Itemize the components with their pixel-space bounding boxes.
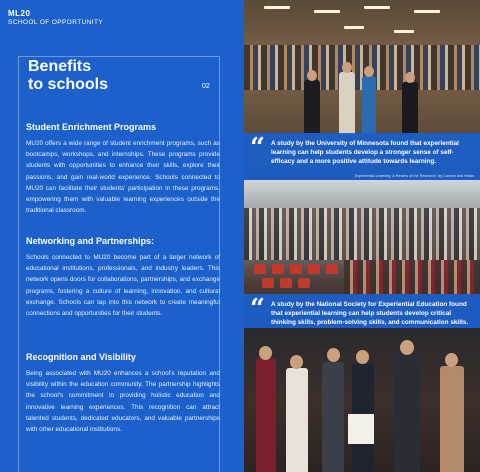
page-number: 02 (202, 83, 210, 90)
person-head (327, 348, 340, 362)
logo-subtitle: SCHOOL OF OPPORTUNITY (8, 19, 104, 26)
red-seat (290, 264, 302, 274)
section-recognition (26, 352, 220, 435)
person (402, 82, 418, 135)
person-head (290, 355, 303, 369)
mu20-logo (8, 9, 103, 26)
person (362, 76, 376, 135)
section-networking (26, 236, 220, 319)
auditorium-crowd (244, 208, 480, 260)
quote-band-1 (244, 133, 480, 181)
certificate (348, 414, 374, 444)
right-column (244, 0, 480, 472)
seated-audience (344, 260, 480, 294)
red-seat (308, 264, 320, 274)
quote-icon: “ (250, 294, 265, 324)
person-head (259, 346, 272, 360)
red-seat (262, 278, 274, 288)
red-seat (272, 264, 284, 274)
section-heading: Student Enrichment Programs (26, 122, 157, 132)
person (256, 358, 276, 472)
quote-text: A study by the University of Minnesota found that experiential learning can help students develop a stronger sense of self-efficacy and a more positive attitude towards learning. (271, 140, 459, 165)
ceiling-light (364, 6, 390, 9)
person (304, 80, 320, 135)
red-seat (254, 264, 266, 274)
quote-text: A study by the National Society for Experiential Education found that experiential learning can help students develop critical thinking skills, problem-solving skills, and communication skills. (271, 301, 469, 326)
section-body: Schools connected to MU20 become part of a larger network of educational institutions, professionals, and industry leaders. This network opens doors for collaborations, partnerships, and exchange programs, fostering a culture of learning, innovation, and cultural exchange. Schools can tap into this network to create meaningful connections and opportunities for their students. (26, 254, 220, 318)
section-body: Being associated with MU20 enhances a school's reputation and visibility within the education community. The partnership highlights the school's commitment to providing holistic education and innovative learning experiences. This recognition can attract talented students, dedicated educators, and valuable partnerships with other educational institutions. (26, 370, 220, 434)
section-body: MU20 offers a wide range of student enrichment programs, such as bootcamps, workshops, and internships. These programs provide students with opportunities to enhance their skills, explore their passions, and gain real-world experience. Schools connected to MU20 can facilitate their students' participation in these programs, empowering them with valuable learning experiences outside the traditional classroom. (26, 140, 220, 215)
title-line-1: Benefits (28, 58, 92, 75)
ceiling-light (314, 10, 340, 13)
left-column (0, 40, 244, 472)
quote-source: Experiential Learning: A Review of the Research, by Conrad and Hedin (354, 174, 474, 178)
ceiling-light (394, 30, 414, 33)
red-seat (326, 264, 338, 274)
person-head (342, 62, 352, 73)
logo-mark: ML20 (8, 9, 31, 18)
quote-icon: “ (250, 133, 265, 163)
photo-event-students (244, 328, 480, 472)
person-head (445, 353, 458, 367)
person-head (356, 350, 369, 364)
person (322, 362, 344, 472)
ceiling-light (414, 10, 440, 13)
person-head (400, 340, 414, 355)
title-line-2: to schools (28, 76, 109, 93)
person-head (307, 70, 317, 81)
person (394, 354, 420, 472)
person (339, 72, 355, 135)
ceiling-light (264, 6, 290, 9)
person-head (364, 66, 374, 77)
section-heading: Networking and Partnerships: (26, 236, 155, 246)
ceiling-light (344, 26, 364, 29)
person (440, 366, 464, 472)
page-title (28, 58, 108, 94)
section-heading: Recognition and Visibility (26, 352, 136, 362)
person-head (405, 72, 415, 83)
person (286, 368, 308, 472)
section-enrichment (26, 122, 220, 216)
red-seat (298, 278, 310, 288)
red-seat (280, 278, 292, 288)
